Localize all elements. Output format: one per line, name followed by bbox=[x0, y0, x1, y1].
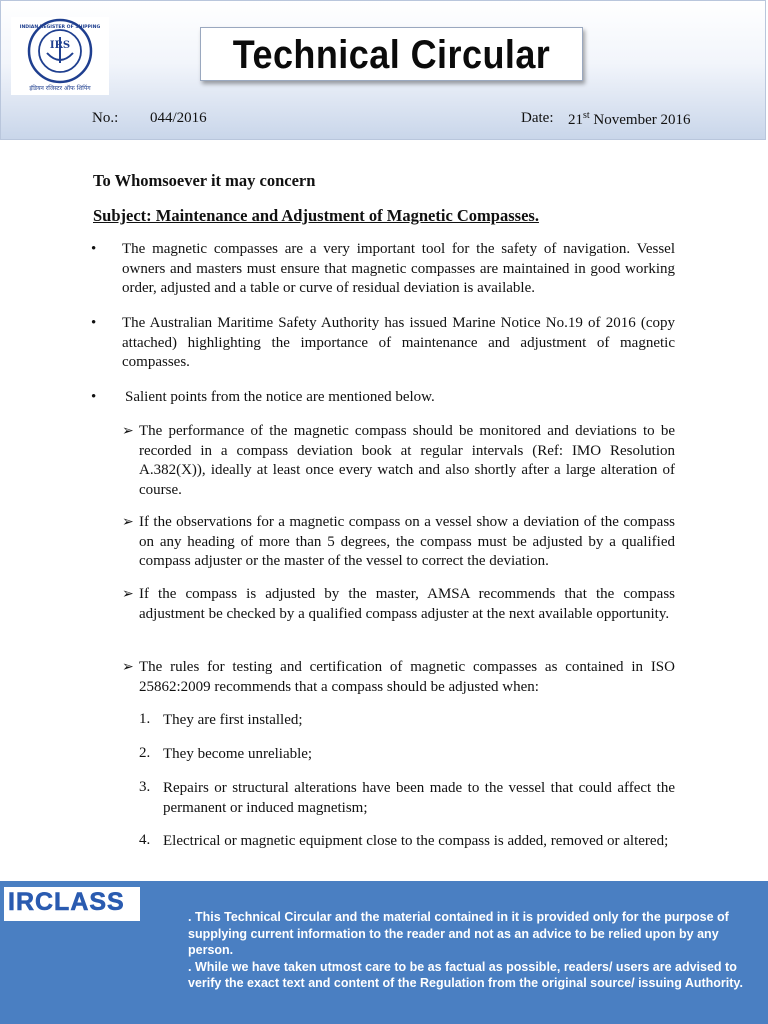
date-month-year: November 2016 bbox=[589, 112, 691, 128]
footer-disclaimer bbox=[0, 881, 768, 1024]
list-item-2: They become unreliable; bbox=[163, 746, 313, 762]
list-number: 4. bbox=[139, 832, 151, 848]
list-number: 1. bbox=[139, 711, 151, 727]
list-item-3: Repairs or structural alterations have been made to the vessel that could affect the permanent or induced magnetism; bbox=[163, 780, 675, 816]
sub-point-3: If the compass is adjusted by the master, AMSA recommends that the compass adjustment be checked by a qualified compass adjuster at the next available opportunity. bbox=[139, 586, 675, 622]
logo-bottom-text: इंडियन रजिस्टर ऑफ शिपिंग bbox=[29, 85, 91, 92]
arrow-glyph: ➢ bbox=[122, 515, 134, 530]
sub-point-2: If the observations for a magnetic compass on a vessel show a deviation of the compass on any heading of more than 5 degrees, the compass must be adjusted by a qualified compass adjuster or the master of the vessel to correct the deviation. bbox=[139, 514, 675, 569]
bullet-glyph: • bbox=[91, 315, 97, 331]
subject-line: Subject: Maintenance and Adjustment of Magnetic Compasses. bbox=[93, 206, 539, 225]
date-suffix: st bbox=[583, 110, 590, 121]
sub-point-1: The performance of the magnetic compass should be monitored and deviations to be recorded in a compass deviation book at regular intervals (Ref: IMO Resolution A.382(X)), ideally at least once every watch and also shortly after a large alteration of course. bbox=[139, 423, 675, 498]
sub-point-4: The rules for testing and certification of magnetic compasses as contained in ISO 25862:2009 recommends that a compass should be adjusted when: bbox=[139, 659, 675, 695]
circular-number-label: No.: bbox=[92, 110, 119, 126]
logo-ring-text: INDIAN REGISTER OF SHIPPING bbox=[19, 25, 101, 30]
irs-logo bbox=[11, 17, 109, 95]
page-title: Technical Circular bbox=[232, 33, 551, 77]
bullet-paragraph-1: The magnetic compasses are a very important tool for the safety of navigation. Vessel owners and masters must ensure that magnetic compasses are maintained in good working order, adjusted and a table or curve of residual deviation is available. bbox=[122, 241, 675, 296]
irclass-logo bbox=[4, 887, 140, 921]
arrow-glyph: ➢ bbox=[122, 587, 134, 602]
list-number: 2. bbox=[139, 745, 151, 761]
date-day: 21 bbox=[568, 112, 583, 128]
disclaimer-line-2: . While we have taken utmost care to be as factual as possible, readers/ users are advised to verify the exact text and content of the Regulation from the original source/ issuing Authority. bbox=[188, 959, 743, 990]
disclaimer-text bbox=[188, 909, 748, 992]
circular-number: 044/2016 bbox=[150, 110, 207, 126]
irclass-logo-text: IRCLASS bbox=[8, 888, 125, 916]
arrow-glyph: ➢ bbox=[122, 424, 134, 439]
circular-date bbox=[568, 110, 690, 129]
bullet-paragraph-3: Salient points from the notice are mentioned below. bbox=[125, 389, 435, 405]
list-number: 3. bbox=[139, 779, 151, 795]
disclaimer-line-1: . This Technical Circular and the material contained in it is provided only for the purpose of supplying current information to the reader and not as an advice to be relied upon by any person. bbox=[188, 910, 729, 957]
bullet-glyph: • bbox=[91, 241, 97, 257]
bullet-glyph: • bbox=[91, 389, 97, 405]
addressee: To Whomsoever it may concern bbox=[93, 171, 316, 190]
circular-header bbox=[0, 0, 766, 140]
title-box bbox=[200, 27, 583, 81]
list-item-4: Electrical or magnetic equipment close to the compass is added, removed or altered; bbox=[163, 833, 669, 849]
logo-center-text: IRS bbox=[49, 40, 71, 51]
bullet-paragraph-2: The Australian Maritime Safety Authority has issued Marine Notice No.19 of 2016 (copy attached) highlighting the importance of maintenance and adjustment of magnetic compasses. bbox=[122, 315, 675, 370]
list-item-1: They are first installed; bbox=[163, 712, 303, 728]
arrow-glyph: ➢ bbox=[122, 660, 134, 675]
date-label: Date: bbox=[521, 110, 554, 126]
